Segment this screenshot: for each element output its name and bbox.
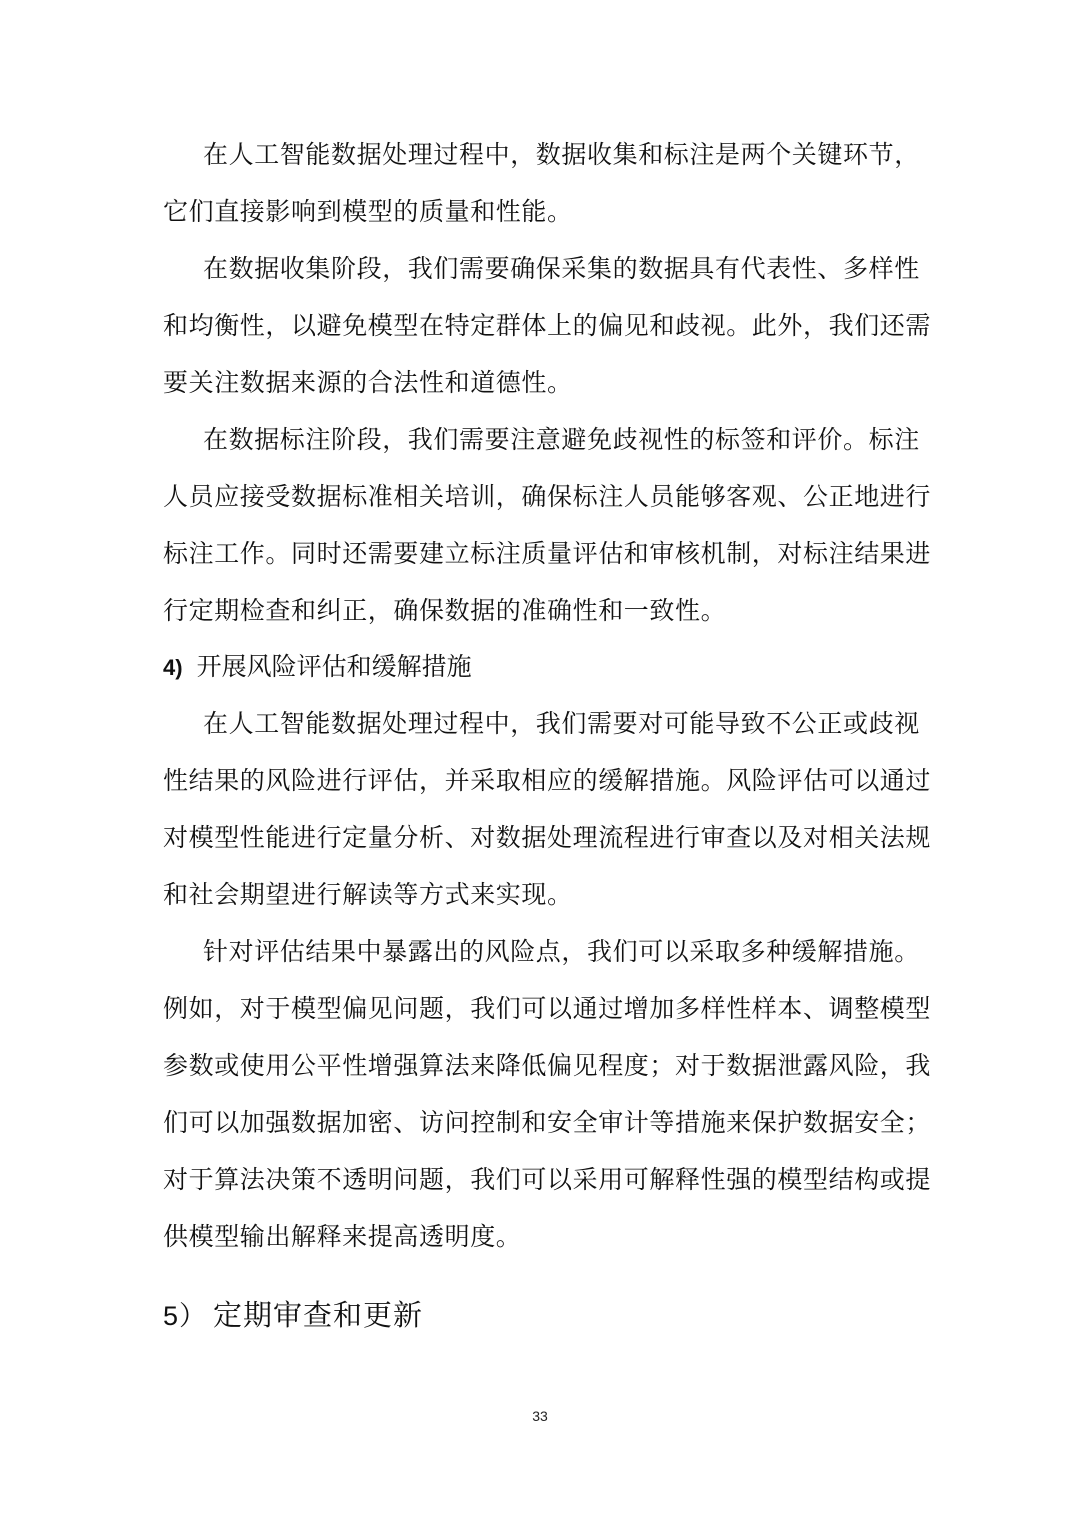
paragraph-3-line-4: 行定期检查和纠正，确保数据的准确性和一致性。 bbox=[163, 596, 727, 625]
section-4-number: 4) bbox=[163, 655, 183, 680]
section-5-heading bbox=[163, 1297, 423, 1334]
section-5-title: 定期审查和更新 bbox=[213, 1298, 424, 1332]
page-number: 33 bbox=[532, 1408, 548, 1424]
paragraph-2-line-3: 要关注数据来源的合法性和道德性。 bbox=[163, 368, 573, 397]
paragraph-4-line-1: 在人工智能数据处理过程中，我们需要对可能导致不公正或歧视 bbox=[203, 709, 920, 738]
paragraph-4-line-2: 性结果的风险进行评估，并采取相应的缓解措施。风险评估可以通过 bbox=[163, 766, 932, 795]
paragraph-5-line-5: 对于算法决策不透明问题，我们可以采用可解释性强的模型结构或提 bbox=[163, 1165, 932, 1194]
paragraph-5-line-2: 例如，对于模型偏见问题，我们可以通过增加多样性样本、调整模型 bbox=[163, 994, 932, 1023]
paragraph-3-line-3: 标注工作。同时还需要建立标注质量评估和审核机制，对标注结果进 bbox=[163, 539, 932, 568]
paragraph-2-line-2: 和均衡性，以避免模型在特定群体上的偏见和歧视。此外，我们还需 bbox=[163, 311, 932, 340]
paragraph-4-line-4: 和社会期望进行解读等方式来实现。 bbox=[163, 880, 573, 909]
section-5-number: 5） bbox=[163, 1301, 208, 1331]
paragraph-5-line-4: 们可以加强数据加密、访问控制和安全审计等措施来保护数据安全； bbox=[163, 1108, 932, 1137]
paragraph-5-line-1: 针对评估结果中暴露出的风险点，我们可以采取多种缓解措施。 bbox=[203, 937, 920, 966]
paragraph-5-line-3: 参数或使用公平性增强算法来降低偏见程度；对于数据泄露风险，我 bbox=[163, 1051, 932, 1080]
paragraph-1-line-2: 它们直接影响到模型的质量和性能。 bbox=[163, 197, 573, 226]
section-4-heading bbox=[163, 651, 472, 684]
paragraph-3-line-2: 人员应接受数据标准相关培训，确保标注人员能够客观、公正地进行 bbox=[163, 482, 932, 511]
paragraph-4-line-3: 对模型性能进行定量分析、对数据处理流程进行审查以及对相关法规 bbox=[163, 823, 932, 852]
paragraph-1-line-1: 在人工智能数据处理过程中，数据收集和标注是两个关键环节， bbox=[203, 140, 920, 169]
paragraph-2-line-1: 在数据收集阶段，我们需要确保采集的数据具有代表性、多样性 bbox=[203, 254, 920, 283]
paragraph-5-line-6: 供模型输出解释来提高透明度。 bbox=[163, 1222, 522, 1251]
section-4-title: 开展风险评估和缓解措施 bbox=[196, 652, 472, 681]
paragraph-3-line-1: 在数据标注阶段，我们需要注意避免歧视性的标签和评价。标注 bbox=[203, 425, 920, 454]
